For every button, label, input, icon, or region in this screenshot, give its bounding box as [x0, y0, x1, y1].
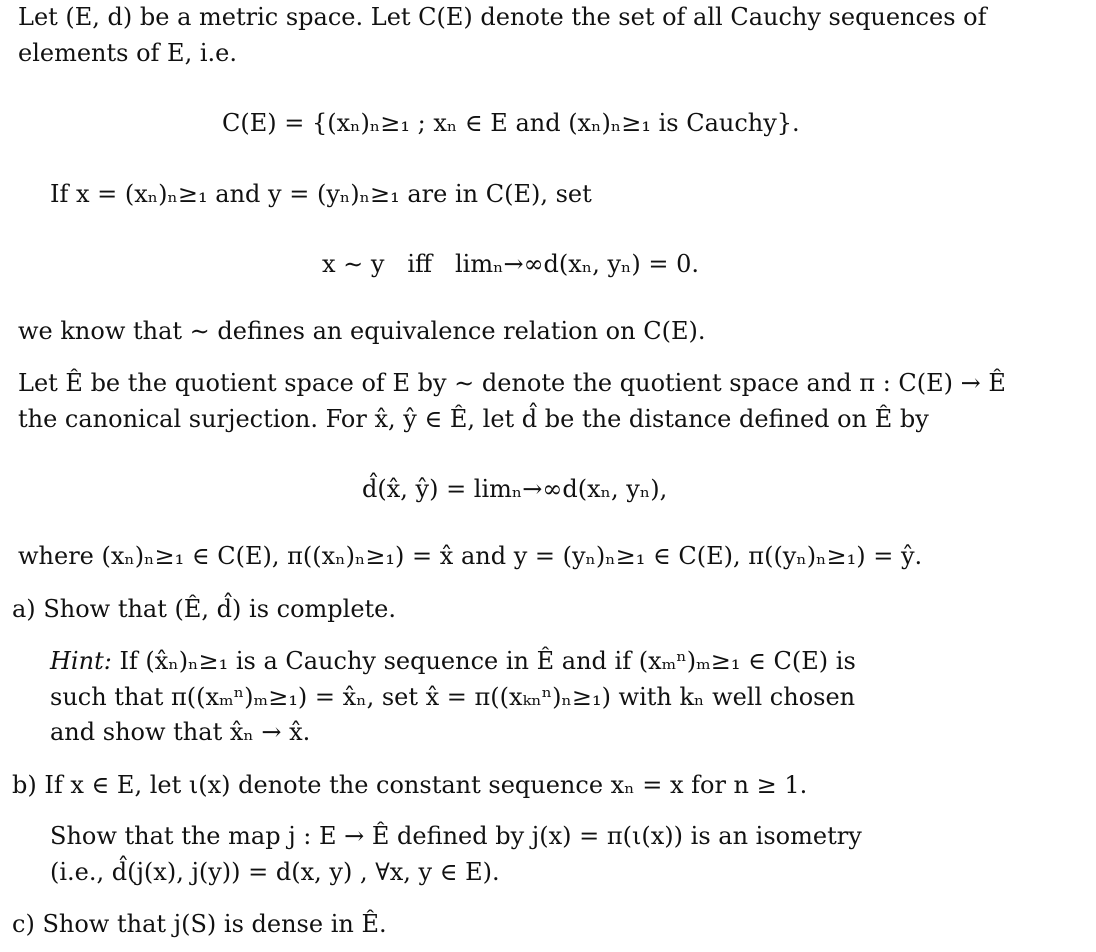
part-c-label: c) [12, 910, 35, 938]
equation-distance: d̂(x̂, ŷ) = limₙ→∞d(xₙ, yₙ), [362, 475, 668, 503]
hint-label: Hint: [50, 647, 112, 675]
part-c-text: Show that j(S) is dense in Ê. [42, 910, 387, 938]
part-a-label: a) [12, 595, 36, 623]
intro-line-1: Let (E, d) be a metric space. Let C(E) denote the set of all Cauchy sequences of [18, 3, 987, 31]
part-c [12, 909, 387, 939]
where-line: where (xₙ)ₙ≥₁ ∈ C(E), π((xₙ)ₙ≥₁) = x̂ and y = (yₙ)ₙ≥₁ ∈ C(E), π((yₙ)ₙ≥₁) = ŷ. [18, 542, 923, 570]
quotient-line-1: Let Ê be the quotient space of E by ∼ denote the quotient space and π : C(E) → Ê [18, 369, 1006, 397]
part-b [12, 770, 807, 800]
part-b-line-3: (i.e., d̂(j(x), j(y)) = d(x, y) , ∀x, y ∈ E). [50, 858, 500, 886]
part-a-hint-line-1 [50, 646, 856, 676]
intro-line-2: elements of E, i.e. [18, 39, 237, 67]
equation-equivalence: x ∼ y iff limₙ→∞d(xₙ, yₙ) = 0. [322, 250, 700, 278]
part-b-line-2: Show that the map j : E → Ê defined by j(x) = π(ι(x)) is an isometry [50, 822, 862, 850]
equation-cauchy-set: C(E) = {(xₙ)ₙ≥₁ ; xₙ ∈ E and (xₙ)ₙ≥₁ is Cauchy}. [222, 109, 800, 137]
part-b-text: If x ∈ E, let ι(x) denote the constant sequence xₙ = x for n ≥ 1. [44, 771, 808, 799]
part-a-hint-line-2: such that π((xₘⁿ)ₘ≥₁) = x̂ₙ, set x̂ = π((xₖₙⁿ)ₙ≥₁) with kₙ well chosen [50, 683, 856, 711]
part-a-text: Show that (Ê, d̂) is complete. [43, 595, 396, 623]
hint-text-1: If (x̂ₙ)ₙ≥₁ is a Cauchy sequence in Ê and if (xₘⁿ)ₘ≥₁ ∈ C(E) is [119, 647, 856, 675]
part-a [12, 594, 396, 624]
if-line: If x = (xₙ)ₙ≥₁ and y = (yₙ)ₙ≥₁ are in C(E), set [50, 180, 592, 208]
part-b-label: b) [12, 771, 37, 799]
quotient-line-2: the canonical surjection. For x̂, ŷ ∈ Ê, let d̂ be the distance defined on Ê by [18, 405, 929, 433]
equivalence-line: we know that ∼ defines an equivalence relation on C(E). [18, 317, 706, 345]
part-a-hint-line-3: and show that x̂ₙ → x̂. [50, 718, 311, 746]
